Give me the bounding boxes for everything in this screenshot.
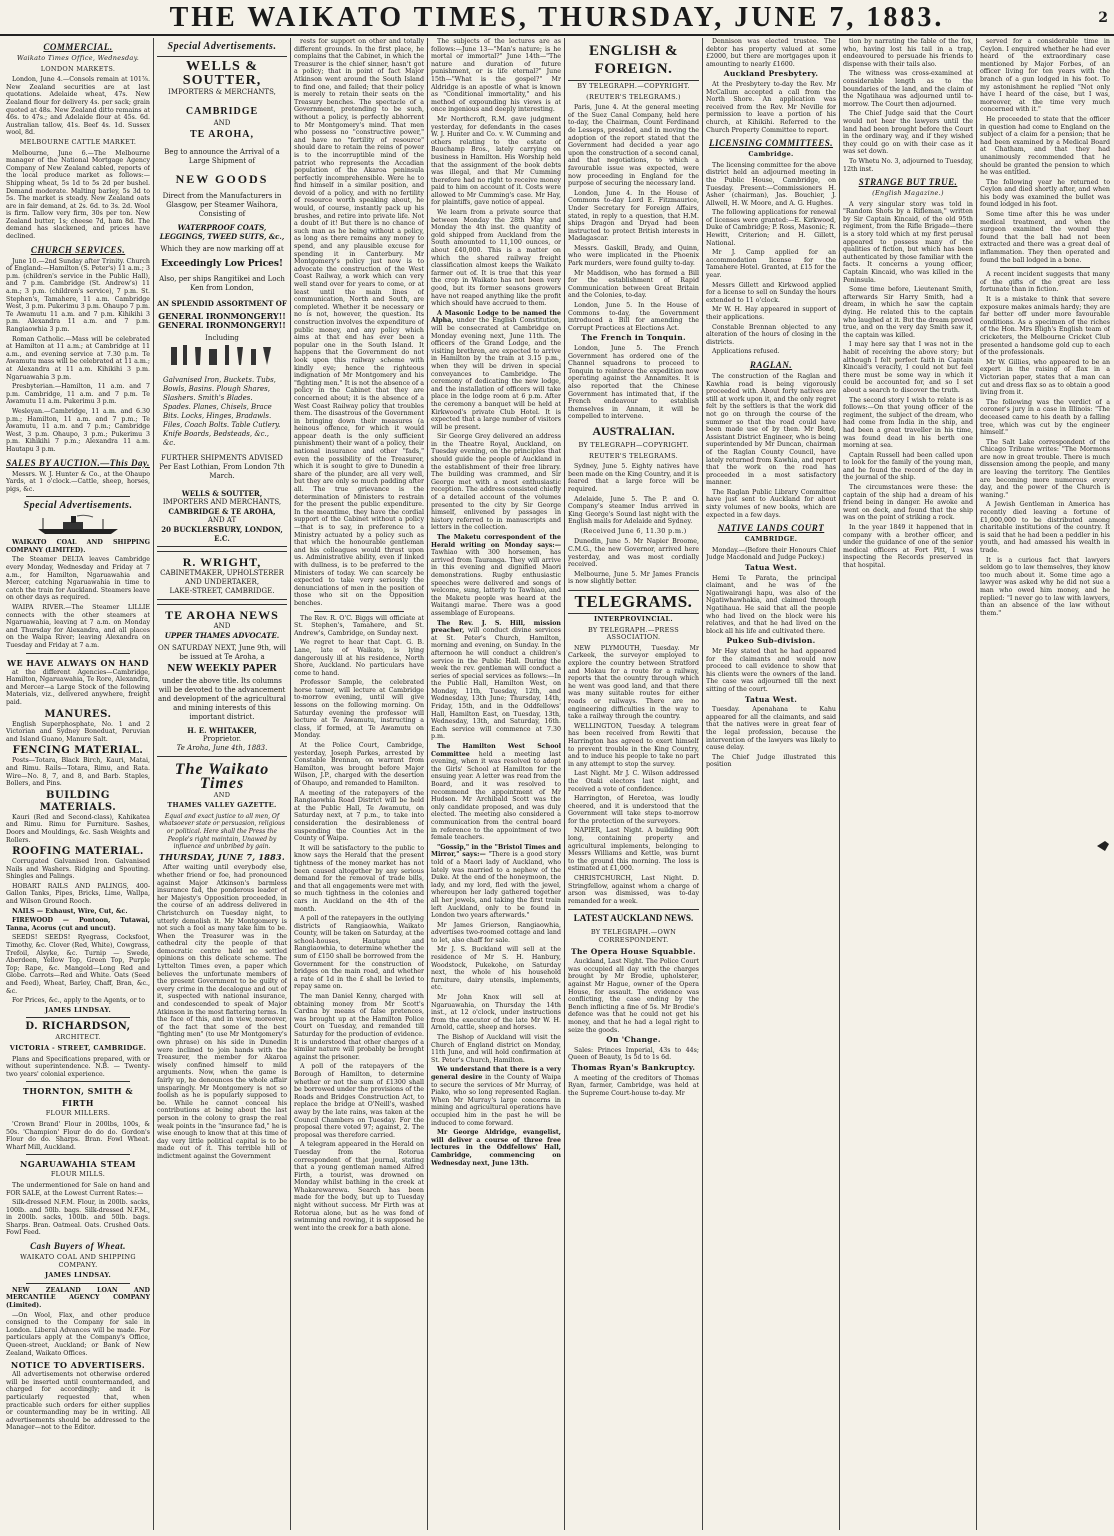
te-aroha-text-2: under the above title. Its columns will be devoted to the advancement and development of the agricultural and mining interests of this important district.: [157, 676, 287, 721]
building-heading: BUILDING MATERIALS.: [39, 789, 117, 813]
wells-location-2: TE AROHA,: [189, 129, 254, 140]
item-gossip: "Gossip," in the "Bristol Times and Mirror," says:— "There is a good story told of a Maori lady of Auckland, who lately was married to a nephew of the Duke. At the end of the honeymoon, the lady, and my lord, fled with the jewel, whereupon her lady gathered together all her jewels, and taking the first train left Auckland, only to be found in London two years afterwards.": [431, 843, 561, 920]
item-kenny: The man Daniel Kenny, charged with obtaining money from Mr Scott's Cardna by means of false pretences, was brought up at the Hamilton Police Court on Tuesday, and remanded till Saturday for the production of evidence. It is understood that other charges of a similar nature will probably be brought against the prisoner.: [294, 993, 424, 1061]
nz-loan-heading: NEW ZEALAND LOAN AND MERCANTILE AGENCY COMPANY (Limited).: [6, 1286, 150, 1310]
manures-text: English Superphosphate, No. 1 and 2 Victorian and Sydney Boneduat, Peruvian and Island Guano, Manure Salt.: [6, 720, 150, 743]
item-biggs: The Rev. R. O'C. Biggs will officiate at St. Stephen's, Tamahere, and St. Andrew's, Cambridge, on Sunday next.: [294, 614, 424, 637]
commercial-subheading: Waikato Times Office, Wednesday.: [16, 54, 140, 62]
column-rule: [839, 38, 840, 1530]
melbourne-heading: MELBOURNE CATTLE MARKET.: [19, 137, 137, 146]
firewood-text: FIREWOOD — Pontoon, Tutawai, Tanna, Acorus (cut and uncut).: [6, 917, 150, 932]
special-ads-heading: Special Advertisements.: [167, 41, 277, 52]
item-private-source: We learn from a private source that between Monday the 28th May and Monday the 4th inst. the quantity of gold shipped from Auckland from the South amounted to 11,100 ounces, or about £40,000. This is a matter on which the shared railway freight classification almost keeps the Waikato farmer out of. It is true that this year the crop in Waikato has not been very good, but its former seasons growers have not reaped anything like the profit which should have accrued to them.: [431, 209, 561, 308]
licensing-heading: LICENSING COMMITTEES.: [708, 138, 834, 149]
wells-soutter-sub: IMPORTERS & MERCHANTS,: [168, 88, 276, 96]
wells-text-1: Beg to announce the Arrival of a Large Shipment of: [164, 148, 280, 165]
church-text-4: Wesleyan.—Cambridge, 11 a.m. and 6.30 p.m.; Hamilton, 11 a.m. and 7 p.m.; Te Awamutu, 11 a.m. and 7 p.m.; Cambridge West, 3 p.m. Ohaupo, 3 p.m.; Pukerimu 3 p.m. Kihikihi 7 p.m.; Alexandra 11 a.m. Hautapu 3 p.m.: [6, 407, 150, 453]
interprovincial-heading: INTERPROVINCIAL.: [594, 615, 673, 624]
ngaruawahia-sub: FLOUR MILLS.: [50, 1170, 106, 1179]
thornton-sub: FLOUR MILLERS.: [45, 1109, 111, 1118]
court-adjourned: To Whetu No. 3, adjourned to Tuesday, 12th inst.: [843, 157, 973, 173]
news-napier: NAPIER, Last Night. A building 90ft long, containing property and agricultural implements, belonging to Messrs Williams and Kettle, was burnt to the ground this morning. The loss is estimated at £1,000.: [568, 827, 699, 873]
cash-buyers-heading: Cash Buyers of Wheat.: [30, 1241, 126, 1252]
column-rule: [427, 38, 428, 1530]
licensing-text-5: Mr W. H. Hay appeared in support of their applications.: [706, 306, 836, 321]
fencing-heading: FENCING MATERIAL.: [12, 745, 144, 757]
item-knox: Mr John Knox will sell at Ngaruawahia, on Thursday the 14th inst., at 12 o'clock, under instructions from the executor of the late Mr W. H. Arnold, cattle, sheep and horses.: [431, 994, 561, 1032]
wells-line: WATERPROOF COATS, LEGGINGS, TWEED SUITS, &c.,: [159, 223, 285, 241]
wells-including: Including: [205, 334, 239, 342]
london-markets-heading: LONDON MARKETS.: [40, 64, 116, 73]
strange-but-true-heading: STRANGE BUT TRUE.: [858, 177, 958, 188]
column-1: [6, 38, 150, 1530]
thornton-heading: THORNTON, SMITH & FIRTH: [22, 1086, 134, 1109]
notice-text: All advertisements not otherwise ordered will be inserted until countermanded, and charged for accordingly; and it is particularly requested that, when practicable such orders for either supplies or countermanding may be in writing. All advertisements should be addressed to the Manager—not to the Editor.: [6, 1371, 150, 1432]
thornton-text: 'Crown Brand' Flour in 200lbs, 100s, & 50s. 'Champion' Flour do do do. Gordon's Flour do do. Sharps. Bran. Fowl Wheat. Wharf Mill, Auckland.: [6, 1120, 150, 1151]
tatua-heading: Tatua West.: [744, 563, 798, 573]
cash-buyers-signature: JAMES LINDSAY.: [44, 1271, 112, 1280]
item-professor-sample: Professor Sample, the celebrated horse tamer, will lecture at Cambridge to-morrow evening, until will give lessons on the following morning. On Saturday evening the professor will lecture at Te Awamutu, instructing a class, if formed, at Te Awamutu on Monday.: [294, 679, 424, 740]
english-foreign-sub: BY TELEGRAPH.—COPYRIGHT.: [577, 82, 690, 90]
pointing-hand-icon: [1096, 838, 1110, 854]
strange-text-7: In the year 1849 it happened that in company with a brother officer, and under the guidance of one of the senior medical officers at Fort Pitt, I was inspecting the Records preserved in that hospital.: [843, 524, 973, 569]
news-london-2: Messrs. Gaskill, Brady, and Quinn, who were implicated in the Phoenix Park murders, were found guilty to-day.: [568, 244, 699, 268]
wells-location-1: CAMBRIDGE: [185, 106, 259, 117]
item-masonic: A Masonic Lodge to be named the Alpha, under the English Constitution, will be consecrated at Cambridge on Monday evening next, June 11th. The officers of the Grand Lodge, and the visiting brethren, are expected to arrive in Hamilton by the train at 3.15 p.m., when they will be driven in special conveyances to Cambridge. The ceremony of dedicating the new lodge, and the installation of officers will take place in the lodge room at 6 p.m. After the ceremony a banquet will be held at Kirkwood's private Club Hotel. It is expected that a large number of visitors will be present.: [431, 309, 561, 431]
item-hill: The Rev. J. S. Hill, mission preacher, will conduct divine services at St. Peter's Church, Hamilton, morning and evening, on Sunday. In the afternoon he will conduct a children's service in the Public Hall. During the week the rev. gentleman will conduct a series of special services as follows:—In the Public Hall, Hamilton West, on Monday, 11th, Tuesday, 12th, and Wednesday, 13th June; Thursday, 14th, Friday, 15th, and in the Oddfellows' Hall, Hamilton East, on Tuesday, 13th, Wednesday, 13th, and Saturday, 16th. Each service will commence at 7.30 p.m.: [431, 619, 561, 741]
te-aroha-and: AND: [213, 621, 231, 630]
news-french: London, June 5. The French Government has ordered one of the Channel squadrons to proceed to Tonquin to reinforce the expedition now operating against the Annamites. It is also reported that the Chinese Government has intimated that, if the French endeavour to establish themselves in Annam, it will be compelled to intervene.: [568, 345, 699, 421]
news-dunedin: Dunedin, June 5. Mr Napier Broome, C.M.G., the new Governor, arrived here yesterday, and was most cordially received.: [568, 538, 699, 569]
waikato-times-nameplate: The Waikato Times: [174, 760, 270, 792]
masthead-title: THE WAIKATO TIMES, THURSDAY, JUNE 7, 1883.: [169, 2, 945, 33]
licensing-text-7: Applications refused.: [712, 348, 780, 356]
nameplate-and: AND: [213, 790, 231, 799]
native-lands-sub: CAMBRIDGE.: [744, 535, 798, 544]
strange-continued-4: Some time after this he was under medical treatment, and when the surgeon examined the wound they found that the ball had not been extracted and there was a great deal of inflammation. They then operated and found the ball lodged in a bone.: [980, 211, 1110, 264]
item-maketu: The Maketu correspondent of the Herald writing on Monday says:— Tawhiao with 300 horsemen, has arrived from Tauranga. They will arrive in this evening and dignified Maori demonstrations. Rugby enthusiastic speeches were delivered and songs of welcome, sung, latterly to Tawhiao, and the Maketu people was heard at the Waitangi marae. There was a good assemblage of Europeans.: [431, 534, 561, 617]
waipa-river-text: WAIPA RIVER.—The Steamer LILLIE connects with the other steamers at Ngaruawahia, leaving at 7 a.m. on Monday and Thursday for Alexandra, and all places on the Waipa River; leaving Alexandra on Tuesday and Friday at 7 a.m.: [6, 604, 150, 649]
item-grierson: Mr James Grierson, Rangiaowhia, advertises two-roomed cottage and land to let, also chaff for sale.: [431, 921, 561, 944]
column-rule: [153, 38, 154, 1530]
item-aldridge: Mr George Aldridge, evangelist, will deliver a course of three free lectures in the Oddfellows' Hall, Cambridge, commencing on Wednesday next, June 13th.: [431, 1129, 561, 1167]
licensing-text-3: Mr J. Camp applied for an accommodation license for the Tamahere Hotel. Granted, at £15 for the year.: [706, 249, 836, 280]
column-6: [706, 38, 836, 1530]
section-heading-church: CHURCH SERVICES.: [30, 244, 126, 255]
news-sydney: Sydney, June 5. Eighty natives have been made on the King Country, and it is feared that a large force will be required.: [568, 463, 699, 493]
news-change: Sales: Princes Imperial, 43s to 44s; Queen of Beauty, 1s 5d to 1s 6d.: [568, 1046, 699, 1062]
ngaruawahia-items: Silk-dressed N.F.M. Flour, in 200lb. sacks, 100lb. and 50lb. bags. Silk-dressed N.F.M., in 200lb. sacks, 100lb. and 50lb. bags. Sharps. Bran. Oatmeal. Oats. Crushed Oats. Fowl Feed.: [6, 1199, 150, 1237]
column-rule: [564, 38, 565, 1530]
tools-illustration-icon: [167, 343, 277, 369]
te-aroha-text: ON SATURDAY NEXT, June 9th, will be issued at Te Aroha, a: [157, 643, 287, 661]
richardson-sub: ARCHITECT.: [55, 1033, 101, 1042]
raglan-text-2: The Raglan Public Library Committee have just sent to Auckland for about sixty volumes of new books, which are expected in a few days.: [706, 488, 836, 519]
item-fortune: A Jewish Gentleman in America has recently died leaving a fortune of £1,000,000 to be distributed among charitable institutions of the country. It is said that he had been a peddler in his youth, and had amassed his wealth in trade.: [980, 501, 1110, 554]
telegrams-heading: TELEGRAMS.: [568, 590, 699, 614]
item-grey: Sir George Grey delivered an address in the Theatre Royal, Auckland, on Tuesday evening, on the principles that should guide the people of Auckland in the establishment of their free library. The building was crammed, and Sir George met with a most enthusiastic reception. The address consisted chiefly of a detailed account of the volumes presented to the city by Sir George himself, enlivened by passages in history referred to in manuscripts and letters in the collection.: [431, 433, 561, 532]
news-harrington: Harrington, of Heretoa, was loudly cheered, and it is understood that the Government will take steps to-morrow for the protection of the surveyors.: [568, 795, 699, 825]
item-capt-lane: We regret to hear that Capt. G. B. Lane, late of Waikato, is lying dangerously ill at his residence, North Shore, Auckland. No particulars have come to hand.: [294, 639, 424, 677]
column-2: [157, 38, 287, 1530]
strange-continued: served for a considerable time in Ceylon. I enquired whether he had ever heard of the extraordinary case mentioned by Major Forbes, of an officer living for ten years with the branch of a gun lodged in his foot. To my astonishment he replied "Not only have I heard of the case, but I was, moreover, at the time very much concerned with it.": [980, 38, 1110, 114]
richardson-heading: D. RICHARDSON,: [25, 1021, 131, 1033]
strange-text-5: Captain Russell had been called upon to look for the family of the young man, and he found the record of the day in the journal of the ship.: [843, 451, 973, 482]
court-continued-2: The witness was cross-examined at considerable length as to the boundaries of the land, and the claim of the Ngatihaua was adjourned until to-morrow. The Court then adjourned.: [843, 70, 973, 108]
nz-loan-text: —On Wool, Flax, and other produce consigned to the Company for sale in London. Liberal Advances will be made. For particulars apply at the Company's Office, Queen-street, Auckland; or Bank of New Zealand, Waikato Offices.: [6, 1311, 150, 1357]
item-telegram: A telegram appeared in the Herald on Tuesday from the Rotorua correspondent of that journal, stating that a young gentleman named Alfred Firth, a tourist, was drowned on Monday whilst bathing in the creek at Whakarewarewa. Search has been made for the body, but up to Tuesday night without success. Mr Firth was at Rotorua alone, but as he was fond of swimming and rowing, it is supposed he went into the creek for a bath alone.: [294, 1141, 424, 1232]
richardson-text: Plans and Specifications prepared, with or without superintendence. N.B. — Twenty-two years' colonial experience.: [6, 1055, 150, 1078]
licensing-text-6: Constable Brennan objected to any alteration of the hours of closing in the districts.: [706, 323, 836, 346]
stock-text: at the different Agencies—Cambridge, Hamilton, Ngaruawahia, Te Rore, Alexandra, and Mercer—a Large Stock of the following Materials, viz., delivered anywhere, freight paid.: [6, 668, 150, 706]
strange-text-2: Some time before, Lieutenant Smith, afterwards Sir Harry Smith, had a dream, in which he saw the captain dying. He related this to the captain who laughed at it. But the dream proved true, and on the very day Smith saw it, the captain was killed.: [843, 286, 973, 339]
item-poll: A poll of the ratepayers in the outlying districts of Rangiaowhia, Waikato County, will be taken on Saturday, at the school-houses, Hautapu and Rangiaowhia, to determine whether the sum of £150 shall be borrowed from the Government for the construction of bridges on the main road, and whether a rate of 1d in the £ shall be levied to repay same on.: [294, 915, 424, 991]
tools-list: Galvanised Iron, Buckets. Tubs, Bowls, Basins. Plough Shares, Slashers. Smith's Blades. Spades. Planes, Chisels, Brace Bits. Locks, Hinges, Bradawls. Files, Coach Bolts. Table Cutlery. Knife Boards, Bedsteads, &c., &c.: [163, 375, 281, 447]
news-june-5: London, June 5. In the House of Commons to-day, the Government introduced a Bill for amending the Corrupt Practices at Elections Act.: [568, 302, 699, 332]
court-continued: tion by narrating the fable of the fox, who, having lost his tail in a trap, endeavoured to persuade his friends to dispense with their tails also.: [843, 38, 973, 68]
presbytery-heading: Auckland Presbytery.: [723, 69, 819, 79]
ryan-continued: Dennison was elected trustee. The debtor has property valued at some £2000, but there are mortgages upon it amounting to nearly £1600.: [706, 38, 836, 68]
ngaruawahia-heading: NGARUAWAHIA STEAM: [20, 1159, 136, 1170]
masthead: [0, 0, 1114, 36]
english-foreign-heading: ENGLISH & FOREIGN.: [568, 42, 699, 81]
item-meeting: A meeting of the ratepayers of the Rangiaowhia Road District will be held at the Public Hall, Te Awamutu, on Saturday next, at 7 p.m., to take into consideration the desirableness of suspending the Counties Act in the County of Waipa.: [294, 789, 424, 843]
section-heading-special: Special Advertisements.: [23, 500, 133, 512]
ngaruawahia-text: The undermentioned for Sale on hand and FOR SALE, at the Lowest Current Rates:—: [6, 1181, 150, 1197]
strange-text-4: The second story I wish to relate is as follows:—On that young officer of the regiment, the subject of the dream, who had come from India in the ship, and had been a great traveller in his time, was found dead in his berth one morning at sea.: [843, 396, 973, 450]
french-tonquin-heading: The French in Tonquin.: [581, 333, 686, 343]
received-line: (Received June 6, 11.30 p.m.): [580, 526, 687, 535]
news-ryan: A meeting of the creditors of Thomas Ryan, farmer, Cambridge, was held at the Supreme Court-house to-day. Mr: [568, 1074, 699, 1097]
column-4: [431, 38, 561, 1530]
opera-heading: The Opera House Squabble.: [571, 946, 696, 956]
pukeo-text: Mr Hay stated that he had appeared for the claimants and would now proceed to call evidence to show that his clients were the owners of the land. The case was adjourned till the next sitting of the court.: [706, 647, 836, 693]
splendid-assortment: AN SPLENDID ASSORTMENT OF: [157, 299, 287, 308]
news-london-1: London, June 4. In the House of Commons to-day Lord E. Fitzmaurice, Under Secretary for Foreign Affairs, stated, in reply to a question, that H.M. ships Dragon and Dryad had been instructed to protect British interests in Madagascar.: [568, 189, 699, 243]
steamer-icon: [33, 514, 123, 536]
strange-continued-2: He proceeded to state that the officer in question had come to England on the subject of a claim for a pension; that he had been examined by a Medical Board at Chatham, and that they had unanimously recommended that he should be granted the pension to which he was entitled.: [980, 115, 1110, 177]
presbytery-text: At the Presbytery to-day the Rev. Mr McCallum accepted a call from the North Shore. An application was received from the Rev. Mr Neville for permission to leave a portion of his church, at Kihikihi. Referred to the Church Property Committee to report.: [706, 80, 836, 134]
raglan-heading: RAGLAN.: [749, 359, 793, 370]
australian-sub: BY TELEGRAPH—COPYRIGHT.: [578, 440, 689, 449]
pukeo-heading: Pukeo Sub-division.: [726, 636, 816, 646]
item-satisfactory: It will be satisfactory to the public to know says the Herald that the present tightness of the money market has not been caused altogether by any serious demand for the removal of trade bills, and that all engagements were met with so much tightness in the colonies and cars in Auckland on the 4th of the month.: [294, 844, 424, 913]
te-aroha-proprietor: Proprietor.: [202, 734, 242, 743]
item-lawyers: It is a curious fact that lawyers seldom go to law themselves, they know too much about it. Some time ago a lawyer was asked why he did not sue a man who owed him money, and he replied: "I never go to law with lawyers, than an absence of the law without them.": [980, 556, 1110, 617]
te-aroha-sub: UPPER THAMES ADVOCATE.: [164, 630, 280, 640]
lindsay-signature: JAMES LINDSAY.: [44, 1005, 112, 1014]
church-text-3: Presbyterian.—Hamilton, 11 a.m. and 7 p.m. Cambridge, 11 a.m. and 7 p.m. Te Awamutu 11 a.m. Pukerimu 3 p.m.: [6, 383, 150, 406]
wells-signature-2: IMPORTERS AND MERCHANTS,: [162, 497, 282, 506]
new-weekly-paper: NEW WEEKLY PAPER: [167, 663, 277, 674]
item-lectures: The subjects of the lectures are as follows:—June 13—"Man's nature; is he mortal or immortal?" June 14th—"The nature and duration of future punishment, or is life eternal?" June 15th—"What is the gospel?" Mr Aldridge is an apostle of what is known as "Conditional immortality," and his method of expounding his views is at once ingenious and deeply interesting.: [431, 38, 561, 114]
english-foreign-sub-2: (REUTER'S TELEGRAMS.): [586, 92, 681, 101]
te-aroha-news-title: TE AROHA NEWS: [165, 607, 279, 622]
native-lands-heading: NATIVE LANDS COURT: [717, 523, 825, 534]
pukeo-text-2: The Chief Judge illustrated this position: [706, 753, 836, 769]
item-salt-lake: The Salt Lake correspondent of the Chicago Tribune writes: "The Mormons are now in great trouble. There is much dissension among the people, and many are leaving the territory. The Gentiles are becoming more numerous every day, and the power of the Church is waning.": [980, 438, 1110, 499]
australian-sub-2: REUTER'S TELEGRAMS.: [589, 451, 678, 460]
column-3: [294, 38, 424, 1530]
strange-sub: (English Magazine.): [872, 189, 944, 198]
wells-signature-5: 20 BUCKLERSBURY, LONDON, E.C.: [161, 524, 283, 543]
tatua-text: Hemi Te Parata, the principal claimant, and he was of the Ngatiwairangi hapu, was also of the Ngatiwhawhakia, and claimed through Ngatihaua. He said that all the people who had lived on the block were his relatives, and that he had lived on the block all his life and cultivated there.: [706, 574, 836, 635]
latest-auckland-heading: LATEST AUCKLAND NEWS.: [568, 909, 699, 925]
item-coroner: The following was the verdict of a coroner's jury in a case in Illinois: "The deceased came to his death by a falling tree, which was cut by the engineer himself.": [980, 398, 1110, 437]
item-poll-2: A poll of the ratepayers of the Borough of Hamilton, to determine whether or not the sum of £1300 shall be borrowed under the provisions of the Roads and Bridges Construction Act, to replace the bridge at O'Neill's, washed away by the late rains, was taken at the Council Chambers on Tuesday. For the proposal there voted 97; against, 2. The proposal was therefore carried.: [294, 1063, 424, 1139]
manures-heading: MANURES.: [44, 708, 112, 720]
wells-soutter-title: WELLS & SOUTTER,: [182, 59, 262, 88]
steam-company-text: The Steamer DELTA leaves Cambridge every Monday, Wednesday and Friday at 7 a.m., for Hamilton, Ngaruawahia and Mercer, catching Ngaruawahia in time to catch the train for Auckland. Steamers leave on other days as required.: [6, 556, 150, 602]
nails-text: NAILS — Exhaust, Wire, Cut, &c.: [12, 907, 128, 915]
strange-text-6: The circumstances were these: the captain of the ship had a dream of his friend being in danger. He awoke and went on deck, and found that the ship was on the point of striking a rock.: [843, 484, 973, 522]
strange-text: A very singular story was told in "Random Shots by a Rifleman," written by Sir Captain Kincaid, of the old 95th regiment, from the Rifle Brigade—there is a story told which at my first perusal appeared to possess many of the qualities of fiction, but which has been authenticated by those familiar with the facts. It concerns a young officer, Captain Kincaid, who was killed in the Peninsula.: [843, 200, 973, 284]
wells-signature-1: WELLS & SOUTTER,: [181, 488, 263, 498]
news-christchurch: CHRISTCHURCH, Last Night. D. Stringfellow, against whom a charge of arson was dismissed, was to-day remanded for a week.: [568, 875, 699, 905]
wright-title: R. WRIGHT,: [182, 554, 262, 569]
news-opera: Auckland, Last Night. The Police Court was occupied all day with the charges brought by Mr Brodie, upholsterer, against Mr Hague, owner of the Opera House, for assault. The evidence was conflicting, the case ending by the Bench inflicting a fine of 5s. Mr Brodie's defence was that he could not get his money, and that he had a legal right to seize the goods.: [568, 958, 699, 1034]
nameplate-motto: Equal and exact justice to all men, Of whatsoever state or persuasion, religious or political. Here shall the Press the People's right maintain, Unawed by influence and unbribed by gain.: [159, 812, 285, 851]
item-northcroft: Mr Northcroft, R.M. gave judgment yesterday, for defendants in the cases W. J. Hunter and Co. v. W. Cumming and others relating to the estate of Bauchamp Bros., lately carrying on business in Hamilton. His Worship held that the assignment of the book debts was illegal, and that Mr Cumming therefore had no right to receive money paid to him on account of it. Costs were allowed to Mr Cumming's case. Mr Hay, for plaintiffs, gave notice of appeal.: [431, 115, 561, 207]
strange-continued-3: The following year he returned to Ceylon and died shortly after, and when his body was examined the bullet was found lodged in his foot.: [980, 178, 1110, 209]
low-prices-heading: Exceedingly Low Prices!: [161, 259, 283, 269]
australian-heading: AUSTRALIAN.: [592, 423, 675, 438]
page-number: 2: [1098, 10, 1108, 26]
news-london-3: Mr Maddison, who has formed a Bill for the establishment of Rapid Communication between Great Britain and the Colonies, to-day.: [568, 269, 699, 300]
wells-text-2: Direct from the Manufacturers in Glasgow, per Steamer Waihora, Consisting of: [162, 192, 282, 218]
fencing-text: Posts—Totara, Black Birch, Kauri, Matai, and Rimu. Rails—Totara, Rimu, and Rata. Wire—No. 8, 7, and 8, and Barb. Staples, Bollers, and Pins.: [6, 757, 150, 788]
cash-buyers-text: WAIKATO COAL AND SHIPPING COMPANY.: [20, 1253, 136, 1269]
roofing-text: Corrugated Galvanised Iron. Galvanised Nails and Washers. Ridging and Spouting. Shingles and Palings.: [6, 858, 150, 881]
wells-signature-3: CAMBRIDGE & TE AROHA,: [168, 506, 276, 516]
te-aroha-signature: H. E. WHITAKER,: [187, 725, 257, 735]
column-rule: [976, 38, 977, 1530]
item-west-school: The Hamilton West School Committee held a meeting last evening, when it was resolved to adopt the Girls' School at Hamilton for the ensuing year. A letter was read from the Board, and it was resolved to recommend the appointment of Mr Hudson. Mr Archibald Scott was the only candidate proposed, and was duly elected. The meeting also considered a communication from the central board in reference to the appointment of two female teachers.: [431, 743, 561, 842]
court-continued-3: The Chief Judge said that the Court would not hear the lawyers until the land had been brought before the Court in the ordinary way, and if they wished they could go on with their case as it was set down.: [843, 110, 973, 156]
licensing-text-2: The following applications for renewal of licenses were granted:—E. Kirkwood, Duke of Cambridge; P. Ross, Masonic; R. Hewitt, Criterion; and H. Gillett, National.: [706, 209, 836, 247]
licensing-text-4: Messrs Gillett and Kirkwood applied for a license to sell on Sunday the hours extended to 11 o'clock.: [706, 281, 836, 304]
column-8: [980, 38, 1110, 1530]
richardson-address: VICTORIA - STREET, CAMBRIDGE.: [9, 1043, 147, 1052]
prices-text: For Prices, &c., apply to the Agents, or to: [12, 997, 145, 1005]
roofing-heading: ROOFING MATERIAL.: [12, 846, 144, 858]
building-text: Kauri (Red and Second-class), Kahikatea and Rimu. Rimu for Furniture. Sashes, Doors and Mouldings, &c. Sash Weights and Rollers.: [6, 813, 150, 844]
wells-soutter-ad: [157, 56, 287, 547]
wright-address: LAKE-STREET, CAMBRIDGE.: [169, 586, 275, 595]
raglan-text: The construction of the Raglan and Kawhia road is being vigorously proceeded with. About forty natives are still at work upon it, and the only regret felt by the settlers is that the work did not go on through the course of the summer so that the road could have been made use of by then. Mr Bond, Assistant District Engineer, who is being superintended by Mr Duncan, chairman of the Raglan County Council, have lately returned from Kawhia, and report that the work on the road has proceeded in a most satisfactory manner.: [706, 372, 836, 487]
sales-text: Messrs. W. J. Hunter & Co., at the Ohaupo Yards, at 1 o'clock.—Cattle, sheep, horses, pigs, &c.: [6, 470, 150, 493]
editorial-text: After waiting until everybody else, whether friend or foe, had pronounced against Major Atkinson's barmless insurance fad, the ponderous leader of her Majesty's Opposition proceeded, in the course of an address delivered in Christchurch on Tuesday night, to utterly demolish it. Mr Montgomery is not such a fool as many take him to be. When the Treasurer was in the cathedral city the people of that democratic centre held no settled opinions on this delicate scheme. The Lyttelton Times even, a paper which believes the unfortunate members of the present Government to be guilty of every crime in the decalogue and out of it, suspected with national insurance, and condescended to speak of Major Atkinson in the most flattering terms. In the face of this, and in view, moreover, of the fact that some of the best "fighting men" (to use Mr Montgomery's own phrase) on his side in Dunedin were inclined to join hands with the Treasurer, the member for Akaroa wisely confined himself to mild arguments. Now, when the game is fairly up, he denounces the whole affair unsparingly. Mr Montgomery is not so foolish as he is popularly supposed to be. While he cannot conceal his contributions at being about the last person in the colony to grasp the real weak points in the "insurance fad," he is wise enough to know that at this time of day very little political capital is to be made out of it. This terrible hill of indictment against the Government: [157, 864, 287, 1160]
item-bishop: The Bishop of Auckland will visit the Church of England district on Monday, 11th June, and will hold confirmation at St. Peter's Church, Hamilton.: [431, 1034, 561, 1064]
column-5: [568, 38, 699, 1530]
column-7: [843, 38, 973, 1530]
item-understand: We understand that there is a very general desire in the County of Waipa to secure the services of Mr Murray, of Piako, who so long represented Raglan. When Mr Murray's large concerns in mining and agricultural operations have occupied him in the past he will be induced to come forward.: [431, 1066, 561, 1127]
wright-ad: [157, 551, 287, 600]
licensing-sub: Cambridge.: [748, 150, 794, 159]
strange-text-3: I may here say that I was not in the habit of receiving the above story; but although I felt perfect faith in Captain Kincaid's veracity, I could not but feel there must be some way in which it could be accounted for, and so I set about a search to discover the truth.: [843, 341, 973, 394]
wells-and: AND: [213, 119, 231, 127]
ironmongery-heading: GENERAL IRONMONGERY!! GENERAL IRONMONGERY!!: [158, 311, 286, 330]
section-heading-commercial: COMMERCIAL.: [43, 42, 113, 52]
latest-auckland-sub: BY TELEGRAPH.—OWN CORRESPONDENT.: [590, 928, 677, 944]
column-rule: [290, 38, 291, 1530]
news-melbourne: Melbourne, June 5. Mr James Francis is now slightly better.: [568, 570, 699, 586]
editorial-date: THURSDAY, JUNE 7, 1883.: [159, 851, 285, 862]
telegrams-sub: BY TELEGRAPH.—PRESS ASSOCIATION.: [587, 625, 680, 642]
item-buckland: Mr J. S. Buckland will sell at the residence of Mr S. H. Hanbury, Woodstock, Pukekohe, on Saturday next, the whole of his household furniture, dairy utensils, implements, etc.: [431, 946, 561, 992]
wells-text-3: Which they are now marking off at: [160, 245, 284, 253]
item-flax: Mr W. Gillies, who appeared to be an expert in the raising of flax in a Victorian paper, states that a man can cut and dress flax so as to obtain a good living from it.: [980, 358, 1110, 397]
item-exposure: It is a mistake to think that severe exposure makes animals hardy; they are far better off under more favourable conditions. As a specimen of the riches of the Hon. Mrs Bligh's English team of cricketers, the Melbourne Cricket Club presented a handsome gold cup to each of the professionals.: [980, 296, 1110, 357]
wright-sub: CABINETMAKER, UPHOLSTERER AND UNDERTAKER,: [160, 568, 284, 586]
tatua-west-heading: Tatua West.: [744, 694, 798, 704]
melbourne-text: Melbourne, June 6.—The Melbourne manager of the National Mortgage Agency Company of New Zealand cabled, reports of the local produce market as follows:—Shipping wheat, 5s 1d to 5s 2d per bushel. Demand moderate. Malting barley, 5s 3d to 5s. The market is steady. New Zealand oats are in fair demand, at 2s. 6d. to 3s. 2d. Wool is firm. Tallow very firm, 30s per ton. New Zealand butter, 1s; cheese 7d, ham 8d. The demand has slackened, and prices have declined.: [6, 149, 150, 241]
te-aroha-date: Te Aroha, June 4th, 1883.: [176, 743, 268, 752]
wells-signature-4: AND AT: [207, 515, 237, 524]
wells-text-4: Also, per ships Rangitikei and Loch Ken from London,: [159, 275, 285, 292]
editorial-continued: rests for support on other and totally different grounds. In the first place, he complains that the Cabinet, in which the Treasurer is the chief sinner, hasn't got a policy; that in point of fact Major Atkinson went around the South Island to find one, and failed; that their policy is merely to retain their seats on the Treasury benches. The spectacle of a Government, pretending to be such, without a policy, is perfectly abhorrent to Mr Montgomery's mind. That men who possess no "constructive power," and have no "fertility of resource" should dare to retain the reins of power is to the incorruptible mind of the patriot who represents the Accadian population of the Akaroa peninsula perfectly incomprehensible. Were he to find himself in a similar position, and devoid of a policy, and with no fertility of resource worth speaking about, he would, of course, instantly pack up his brushes, and retire into private life. Not a doubt of it! But there is no chance of such man as he being without a policy, as long as there remains any money to spend, and any plausible excuse for spending it in Canterbury. Mr Montgomery's policy just now is to advocate the construction of the West Coast Railway, a work which can very well stand over for years to come, or at least until the main lines of communication, North and South, are completed. Whether it be necessary or no is not, however, the question. Its construction involves the expenditure of public money, and any policy which aims at that end has ever been a popular one in the South Island. It happens that the Government do not look upon this railway scheme with kindly eye; hence the righteous indignation of Mr Montgomery and his "fighting men." It is not the absence of a policy in the Cabinet that they are concerned about; it is the absence of a West Coast Railway policy that troubles them. The disastrous of the Government in bringing down their measures (a heinous offence, for which it would appear death is the only sufficient punishment) their want of a policy, their national insurance and other "fads," even the possibility of the Treasurer, which it is sought to give to Dunedin a share of the plunder, are all very well, but they are only so much padding after all. The true grievance is the determination of Ministers to restrain for the present the public expenditure. In the meantime, they have the cordial support of the Cabinet without a policy—that is to say, in preference to a Ministry actuated by a policy such as that which the honourable gentleman and his colleagues would thrust upon us. Administrative ability, even if linked with dullness, is to be preferred to the Ministers of today. We can scarcely be expected to take very seriously the denunciations of men in the position of those who sit on the Opposition benches.: [294, 38, 424, 607]
church-text: June 10.—2nd Sunday after Trinity. Church of England:—Hamilton (S. Peter's) 11 a.m.; 3 p.m. (children's service in the Public Hall), and 7 p.m. Cambridge (St. Andrew's) 11 a.m.; 3 p.m. (children's service), 7 p.m. St. Stephen's, Tamahere, 11 a.m. Cambridge West, 3 p.m. Pukerimu 3 p.m. Ohaupo 7 p.m. Te Awamutu 11 a.m. and 7 p.m. Kihikihi 3 p.m. Alexandra 11 a.m. and 7 p.m. Rangiaowhia 3 p.m.: [6, 257, 150, 333]
change-heading: On 'Change.: [606, 1035, 661, 1045]
nameplate-sub: THAMES VALLEY GAZETTE.: [167, 801, 277, 810]
steam-company-heading: WAIKATO COAL AND SHIPPING COMPANY (LIMITED).: [6, 539, 150, 554]
section-heading-sales: SALES BY AUCTION.—This Day.: [6, 457, 150, 468]
new-goods-heading: NEW GOODS: [175, 172, 269, 186]
tuesday-text: Tuesday. Apenahana te Kahu appeared for all the claimants, and said that the natives were in great fear of the legal profession, because the intervention of the lawyers was likely to cause delay.: [706, 706, 836, 752]
native-lands-presiding: Monday.—(Before their Honours Chief Judge Macdonald and Judge Puckey.): [706, 546, 836, 562]
licensing-text: The licensing committee for the above district held an adjourned meeting in the Public House, Cambridge, on Tuesday. Present:—Commissioners H. Asher (chairman), Jas. Bouchier, J. Allwell, H. W. Moore, and A. G. Hughes.: [706, 161, 836, 207]
further-shipments: FURTHER SHIPMENTS ADVISED Per East Lothian, From London 7th March.: [159, 453, 285, 480]
te-aroha-news-ad: [157, 604, 287, 757]
news-paris: Paris, June 4. At the general meeting of the Suez Canal Company, held here to-day, the Chairman, Count Ferdinand de Lesseps, presided, and in moving the adoption of the report stated that the Government had decided a year ago upon the construction of a second canal, and that negotiations, to which a favourable issue was expected, were now proceeding in England for the purpose of securing the necessary land.: [568, 104, 699, 188]
item-gifts: A recent incident suggests that many of the gifts of the great are less fortunate than in fiction.: [980, 271, 1110, 294]
column-rule: [702, 38, 703, 1530]
ryan-heading: Thomas Ryan's Bankruptcy.: [571, 1062, 696, 1072]
seeds-text: SEEDS! SEEDS! Ryegrass, Cocksfoot, Timothy, &c. Clover (Red, White), Cowgrass, Trefoil, Alsyke, &c. Turnip — Swede, Aberdeen, Yellow Top, Green Top, Purple Top; Rape, &c. Mangold—Long Red and Globe. Carrots—Red and White. Oats (Seed and Feed), Wheat, Barley, Chaff, Bran, &c., &c.: [6, 934, 150, 995]
news-new-plymouth: NEW PLYMOUTH, Tuesday. Mr Carkeek, the surveyor employed to explore the country between Stratford and Mokau for a route for a railway, reports that the country through which he went was good land, and that there was many suitable routes for either roads or railways. There are no engineering difficulties in the way to take a railway through the country.: [568, 644, 699, 721]
news-last-night: Last Night. Mr J. C. Wilson addressed the Otaki electors last night, and received a vote of confidence.: [568, 770, 699, 793]
london-markets-text: London, June 4.—Consols remain at 101⅞. New Zealand securities are at last quotations. Adelaide wheat, 47s. New Zealand flour for delivery 4s. per sack; grain quoted at 48s. New Zealand ditto remains at 46s. to 47s.; and Adelaide flour at 45s. 6d. Australian tallow, 41s. Beef 4s. 1d. Sussex wool, 8d.: [6, 76, 150, 137]
notice-heading: NOTICE TO ADVERTISERS.: [10, 1360, 146, 1371]
news-wellington: WELLINGTON, Tuesday. A telegram has been received from Rewiti that Harrington has agreed to exert himself to prevent trouble in the King Country, and to induce his people to take no part in any attempt to stop the survey.: [568, 722, 699, 768]
stock-heading: WE HAVE ALWAYS ON HAND: [6, 657, 150, 668]
hobart-text: HOBART RAILS AND PALINGS, 400-Gallon Tanks, Pipes, Bricks, Lime, Wallpa, and Wilson Ground Rooch.: [6, 882, 150, 906]
news-adelaide: Adelaide, June 5. The P. and O. Company's steamer Indus arrived in King George's Sound last night with the English mails for Adelaide and Sydney.: [568, 495, 699, 526]
church-text-2: Roman Catholic.—Mass will be celebrated at Hamilton at 11 a.m.; at Cambridge at 11 a.m., and evening service at 7.30 p.m. Te Awamutu mass will be celebrated at 11 a.m.; at Alexandra at 11 a.m. Kihikihi 3 p.m. Ngaruawahia 3 p.m.: [6, 335, 150, 381]
item-police-court: At the Police Court, Cambridge, yesterday, Joseph Parkes, arrested by Constable Brennan, on warrant from Hamilton, was brought before Major Wilson, J.P., charged with the desertion of Ohaupo, and remanded to Hamilton.: [294, 742, 424, 787]
